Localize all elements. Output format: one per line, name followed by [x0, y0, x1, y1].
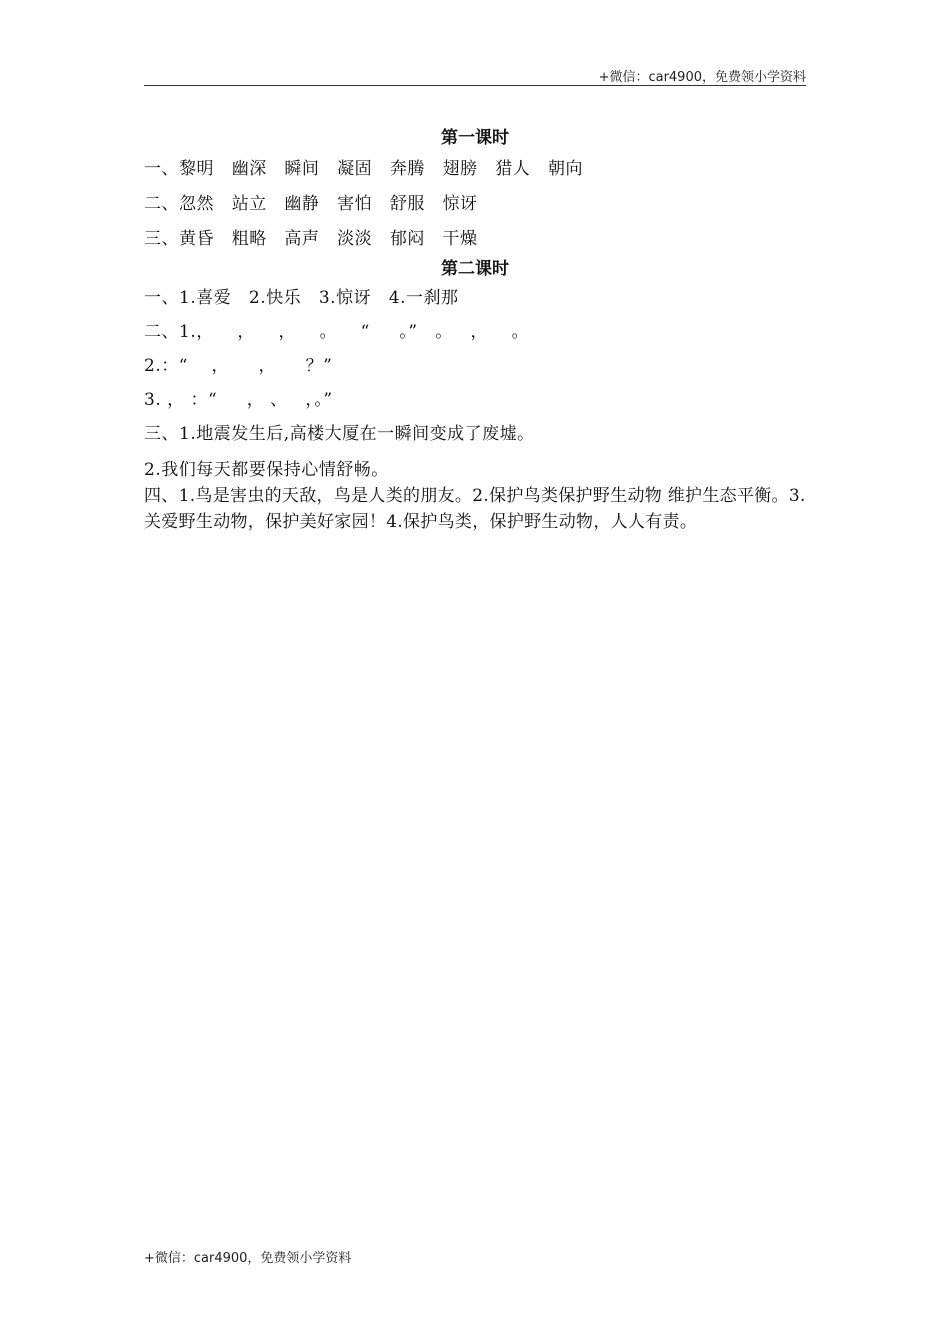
page-footer: +微信：car4900，免费领小学资料 [144, 1251, 352, 1266]
lesson1-line-3: 三、黄昏 粗略 高声 淡淡 郁闷 干燥 [144, 229, 478, 249]
lesson2-line-3: 2.：“ ， ， ？” [144, 356, 333, 376]
document-body [144, 124, 806, 535]
page-header: +微信：car4900，免费领小学资料 [598, 70, 806, 85]
lesson2-title: 第二课时 [441, 259, 509, 279]
lesson2-line-1: 一、1.喜爱 2.快乐 3.惊讶 4.一刹那 [144, 288, 459, 308]
header-divider [144, 85, 806, 86]
lesson2-line-6: 2.我们每天都要保持心情舒畅。 [144, 460, 389, 480]
lesson2-line-2: 二、1.， ， ， 。 “ 。” 。 ， 。 [144, 322, 530, 342]
lesson2-paragraph: 四、1.鸟是害虫的天敌，鸟是人类的朋友。2.保护鸟类保护野生动物 维护生态平衡。3.关爱野生动物，保护美好家园！4.保护鸟类，保护野生动物，人人有责。 [144, 486, 806, 532]
lesson1-line-2: 二、忽然 站立 幽静 害怕 舒服 惊讶 [144, 194, 478, 214]
lesson1-line-1: 一、黎明 幽深 瞬间 凝固 奔腾 翅膀 猎人 朝向 [144, 159, 583, 179]
lesson1-title: 第一课时 [441, 128, 509, 148]
lesson2-line-5: 三、1.地震发生后,高楼大厦在一瞬间变成了废墟。 [144, 424, 535, 444]
lesson2-line-4: 3. ， ：“ ， 、 ，。” [144, 390, 333, 410]
